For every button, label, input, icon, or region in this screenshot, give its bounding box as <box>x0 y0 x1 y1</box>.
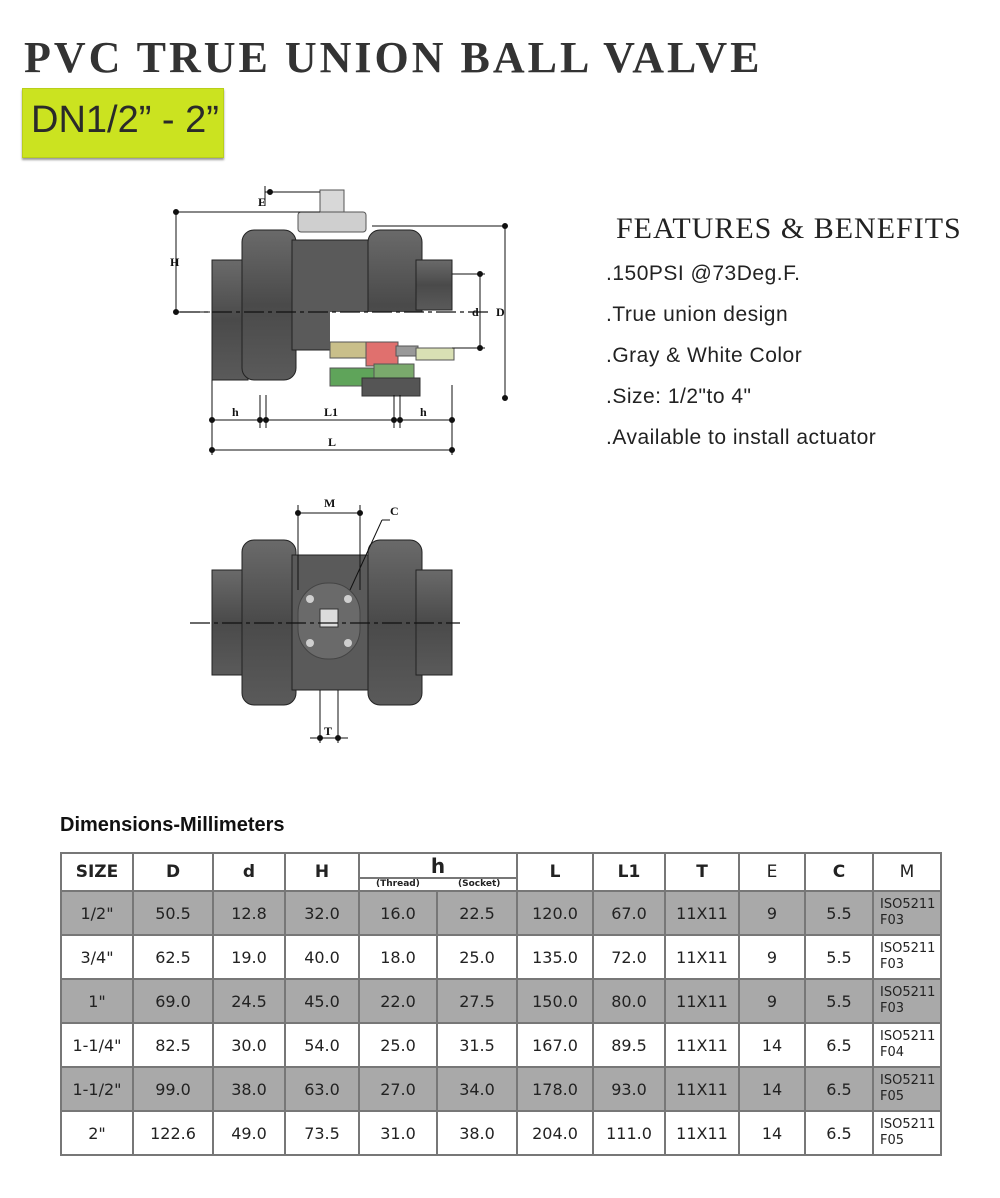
header-H: H <box>285 853 359 891</box>
cell-L1: 80.0 <box>593 979 665 1023</box>
cell-T: 11X11 <box>665 935 739 979</box>
cell-h-thread: 18.0 <box>359 935 437 979</box>
cell-E: 14 <box>739 1111 805 1155</box>
cell-H: 73.5 <box>285 1111 359 1155</box>
cell-M <box>873 1111 941 1155</box>
cell-D: 50.5 <box>133 891 213 935</box>
cell-h-socket: 25.0 <box>437 935 517 979</box>
label-C: C <box>390 504 399 518</box>
cell-L: 135.0 <box>517 935 593 979</box>
cell-D: 69.0 <box>133 979 213 1023</box>
cell-C: 5.5 <box>805 891 873 935</box>
label-D: D <box>496 305 505 319</box>
cell-L: 120.0 <box>517 891 593 935</box>
cell-D: 82.5 <box>133 1023 213 1067</box>
cell-L: 204.0 <box>517 1111 593 1155</box>
cutaway-red <box>366 342 398 366</box>
cell-H: 32.0 <box>285 891 359 935</box>
cell-H: 54.0 <box>285 1023 359 1067</box>
label-L1: L1 <box>324 405 339 419</box>
cell-M-standard: ISO5211 <box>880 941 936 956</box>
cell-d: 12.8 <box>213 891 285 935</box>
dimensions-title: Dimensions-Millimeters <box>60 814 285 836</box>
cell-M-flange: F04 <box>880 1045 905 1060</box>
table-row <box>61 1067 941 1111</box>
cell-L1: 72.0 <box>593 935 665 979</box>
header-M: M <box>873 853 941 891</box>
cell-E: 9 <box>739 891 805 935</box>
header-D: D <box>133 853 213 891</box>
table-header-row <box>61 853 941 891</box>
label-M: M <box>324 496 336 510</box>
size-range-badge <box>22 88 224 158</box>
header-C: C <box>805 853 873 891</box>
cell-L: 167.0 <box>517 1023 593 1067</box>
cell-size: 1-1/2" <box>61 1067 133 1111</box>
header-size: SIZE <box>61 853 133 891</box>
cell-M-flange: F03 <box>880 1001 905 1016</box>
cell-T: 11X11 <box>665 1067 739 1111</box>
cell-size: 1/2" <box>61 891 133 935</box>
cutaway-lightgreen <box>416 348 454 360</box>
cell-h-thread: 31.0 <box>359 1111 437 1155</box>
stem-square <box>320 609 338 627</box>
cutaway-gray <box>396 346 418 356</box>
header-h-thread: (Thread) <box>376 879 420 889</box>
left-nut <box>242 230 296 380</box>
cell-L: 178.0 <box>517 1067 593 1111</box>
label-h-right: h <box>420 405 427 419</box>
feature-item: .Available to install actuator <box>606 426 877 449</box>
cell-M-flange: F03 <box>880 957 905 972</box>
cell-d: 30.0 <box>213 1023 285 1067</box>
feature-item: .Gray & White Color <box>606 344 803 367</box>
cell-d: 49.0 <box>213 1111 285 1155</box>
features-list <box>606 262 876 467</box>
table-row <box>61 891 941 935</box>
cell-M <box>873 1023 941 1067</box>
cell-M-standard: ISO5211 <box>880 1073 936 1088</box>
header-h-socket: (Socket) <box>458 879 501 889</box>
cell-H: 63.0 <box>285 1067 359 1111</box>
cell-E: 9 <box>739 979 805 1023</box>
cell-M <box>873 1067 941 1111</box>
header-h <box>359 853 517 891</box>
label-h-left: h <box>232 405 239 419</box>
cell-C: 6.5 <box>805 1111 873 1155</box>
cell-d: 38.0 <box>213 1067 285 1111</box>
cell-h-socket: 31.5 <box>437 1023 517 1067</box>
cell-h-thread: 27.0 <box>359 1067 437 1111</box>
cell-h-thread: 25.0 <box>359 1023 437 1067</box>
cell-D: 122.6 <box>133 1111 213 1155</box>
header-d: d <box>213 853 285 891</box>
cell-M-flange: F05 <box>880 1089 905 1104</box>
stem-flange <box>298 212 366 232</box>
label-d: d <box>472 305 479 319</box>
cutaway-tan <box>330 342 366 358</box>
cell-M-flange: F05 <box>880 1133 905 1148</box>
header-h-main: h <box>430 854 446 878</box>
cell-L1: 89.5 <box>593 1023 665 1067</box>
cell-M <box>873 979 941 1023</box>
cell-M-standard: ISO5211 <box>880 1117 936 1132</box>
cell-D: 99.0 <box>133 1067 213 1111</box>
cell-h-socket: 38.0 <box>437 1111 517 1155</box>
header-L1: L1 <box>593 853 665 891</box>
cell-h-thread: 16.0 <box>359 891 437 935</box>
table-row <box>61 1111 941 1155</box>
cell-L1: 111.0 <box>593 1111 665 1155</box>
cell-M <box>873 891 941 935</box>
header-T: T <box>665 853 739 891</box>
label-L: L <box>328 435 337 449</box>
header-E: E <box>739 853 805 891</box>
label-T: T <box>324 724 333 738</box>
cutaway-dark <box>362 378 420 396</box>
size-range-text: DN1/2” - 2” <box>31 99 219 141</box>
cell-C: 5.5 <box>805 935 873 979</box>
features-title: FEATURES & BENEFITS <box>616 212 962 245</box>
cell-D: 62.5 <box>133 935 213 979</box>
cell-size: 1" <box>61 979 133 1023</box>
cell-M-standard: ISO5211 <box>880 985 936 1000</box>
cell-T: 11X11 <box>665 891 739 935</box>
cell-E: 9 <box>739 935 805 979</box>
cell-d: 24.5 <box>213 979 285 1023</box>
cell-size: 2" <box>61 1111 133 1155</box>
cell-T: 11X11 <box>665 1111 739 1155</box>
cell-h-socket: 34.0 <box>437 1067 517 1111</box>
cell-size: 3/4" <box>61 935 133 979</box>
label-H: H <box>170 255 180 269</box>
feature-item: .150PSI @73Deg.F. <box>606 262 801 285</box>
cell-M <box>873 935 941 979</box>
cell-T: 11X11 <box>665 979 739 1023</box>
feature-item: .Size: 1/2"to 4" <box>606 385 752 408</box>
cell-E: 14 <box>739 1023 805 1067</box>
header-L: L <box>517 853 593 891</box>
cell-L1: 93.0 <box>593 1067 665 1111</box>
table-row <box>61 1023 941 1067</box>
table-row <box>61 935 941 979</box>
cell-M-flange: F03 <box>880 913 905 928</box>
cell-C: 6.5 <box>805 1023 873 1067</box>
cell-d: 19.0 <box>213 935 285 979</box>
cell-M-standard: ISO5211 <box>880 1029 936 1044</box>
table-row <box>61 979 941 1023</box>
stem-top <box>320 190 344 214</box>
page-title: PVC TRUE UNION BALL VALVE <box>24 33 763 82</box>
valve-side-view-drawing <box>160 180 520 465</box>
cell-C: 6.5 <box>805 1067 873 1111</box>
cell-T: 11X11 <box>665 1023 739 1067</box>
feature-item: .True union design <box>606 303 789 326</box>
dimensions-table <box>60 852 942 1156</box>
valve-top-view-drawing <box>160 495 460 745</box>
cell-E: 14 <box>739 1067 805 1111</box>
cell-H: 40.0 <box>285 935 359 979</box>
cell-L: 150.0 <box>517 979 593 1023</box>
cell-h-thread: 22.0 <box>359 979 437 1023</box>
cell-M-standard: ISO5211 <box>880 897 936 912</box>
cell-L1: 67.0 <box>593 891 665 935</box>
cell-H: 45.0 <box>285 979 359 1023</box>
right-end <box>416 260 452 310</box>
cell-h-socket: 22.5 <box>437 891 517 935</box>
cell-h-socket: 27.5 <box>437 979 517 1023</box>
cell-C: 5.5 <box>805 979 873 1023</box>
cell-size: 1-1/4" <box>61 1023 133 1067</box>
label-E: E <box>258 195 267 209</box>
